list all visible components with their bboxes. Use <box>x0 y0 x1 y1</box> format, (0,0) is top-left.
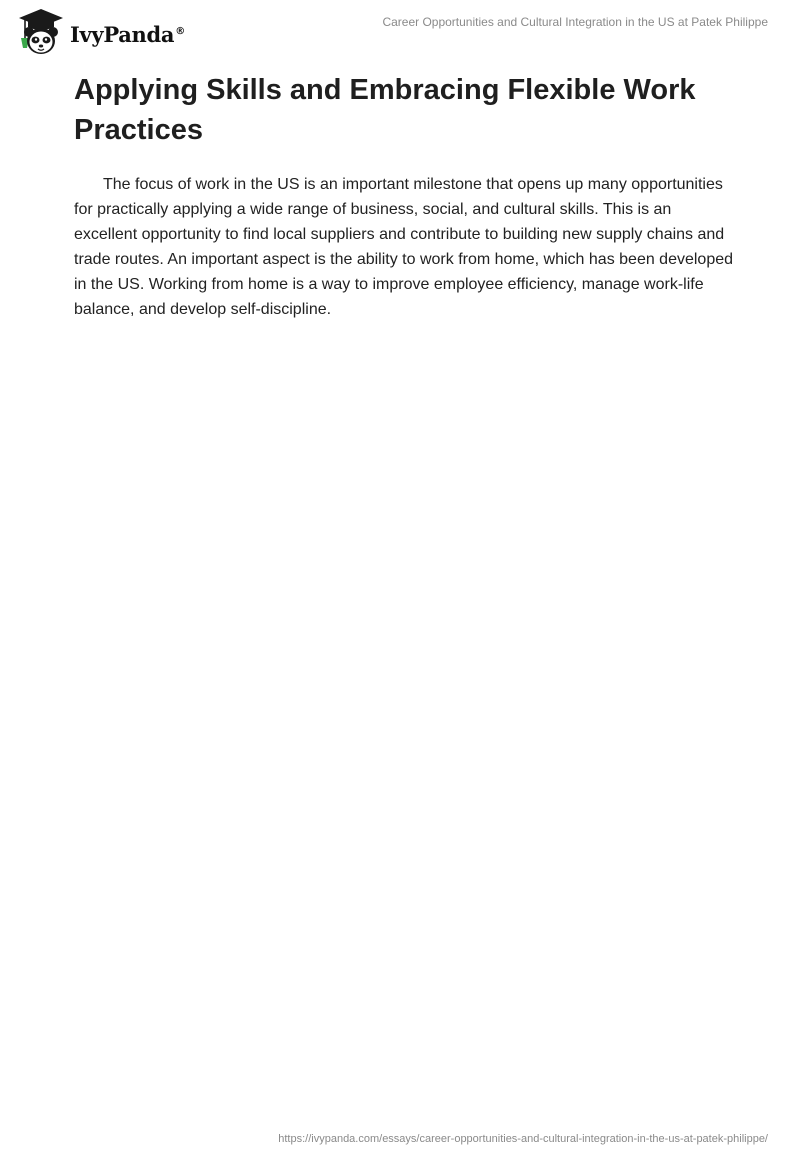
running-title: Career Opportunities and Cultural Integration in the US at Patek Philippe <box>382 15 768 29</box>
ivypanda-logo[interactable] <box>16 8 185 56</box>
body-paragraph: The focus of work in the US is an important milestone that opens up many opportunities for practically applying a wide range of business, social, and cultural skills. This is an excellent opportunity to find local suppliers and contribute to building new supply chains and trade routes. An important aspect is the ability to work from home, which has been developed in the US. Working from home is a way to improve employee efficiency, manage work-life balance, and develop self-discipline. <box>74 176 734 318</box>
registered-mark: ® <box>175 25 185 37</box>
logo-wordmark: IvyPanda® <box>70 21 185 47</box>
page-title: Applying Skills and Embracing Flexible Work Practices <box>74 74 696 146</box>
panda-graduation-cap-icon <box>16 8 66 56</box>
page-header <box>0 0 800 60</box>
footer-url-link[interactable]: https://ivypanda.com/essays/career-opportunities-and-cultural-integration-in-the-us-at-patek-philippe/ <box>278 1133 768 1145</box>
